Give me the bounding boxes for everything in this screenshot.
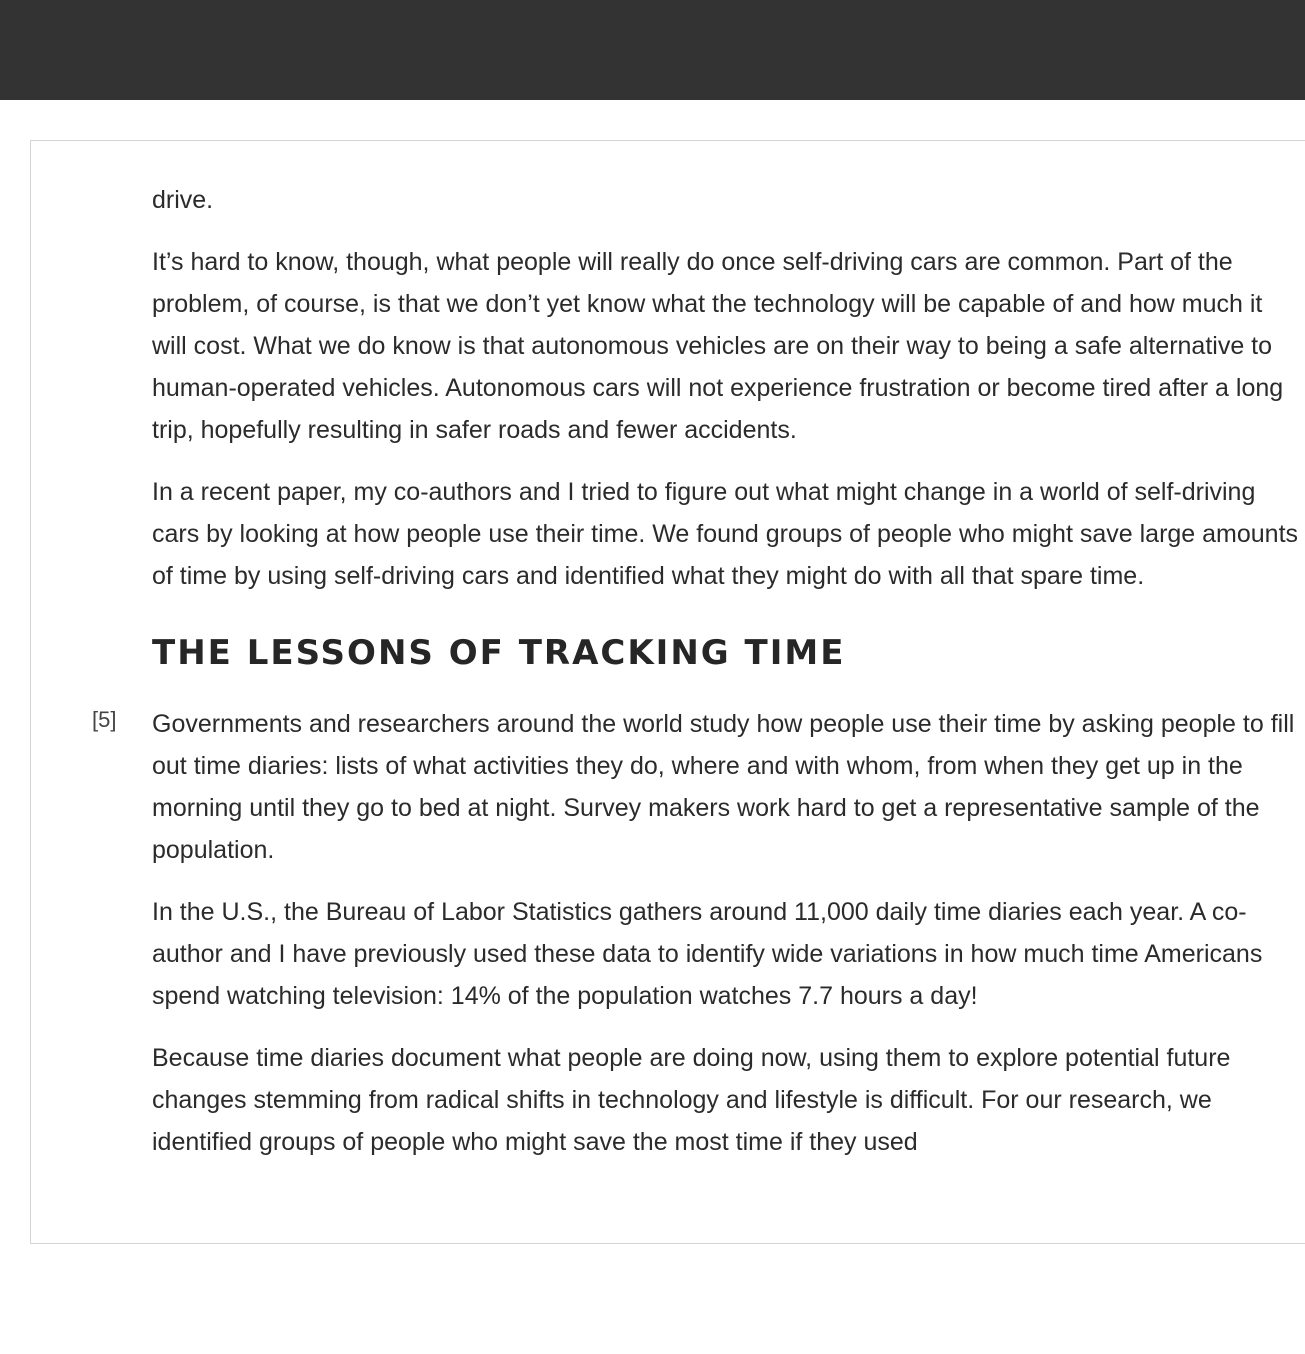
reader-panel[interactable]: [30, 140, 1305, 1244]
article-content: [92, 179, 1302, 1183]
numbered-paragraph: [92, 703, 1302, 871]
paragraph: It’s hard to know, though, what people will really do once self-driving cars are common. Part of the problem, of course, is that we don’t yet know what the technology will be capable of and how much it will cost. What we do know is that autonomous vehicles are on their way to being a safe alternative to human-operated vehicles. Autonomous cars will not experience frustration or become tired after a long trip, hopefully resulting in safer roads and fewer accidents.: [152, 248, 1284, 444]
paragraph: Governments and researchers around the world study how people use their time by asking people to fill out time diaries: lists of what activities they do, where and with whom, from when they get up in the morning until they go to bed at night. Survey makers work hard to get a representative sample of the population.: [152, 710, 1295, 864]
paragraph: In a recent paper, my co-authors and I tried to figure out what might change in a world of self-driving cars by looking at how people use their time. We found groups of people who might save large amounts of time by using self-driving cars and identified what they might do with all that spare time.: [152, 478, 1299, 590]
paragraph: In the U.S., the Bureau of Labor Statistics gathers around 11,000 daily time diaries each year. A co-author and I have previously used these data to identify wide variations in how much time Americans spend watching television: 14% of the population watches 7.7 hours a day!: [152, 898, 1263, 1010]
section-heading: THE LESSONS OF TRACKING TIME: [152, 633, 846, 673]
paragraph: Because time diaries document what people are doing now, using them to explore potential future changes stemming from radical shifts in technology and lifestyle is difficult. For our research, we identified groups of people who might save the most time if they used: [152, 1044, 1231, 1156]
paragraph: drive.: [152, 186, 214, 214]
top-bar: [0, 0, 1305, 100]
paragraph-number: [5]: [92, 707, 117, 732]
